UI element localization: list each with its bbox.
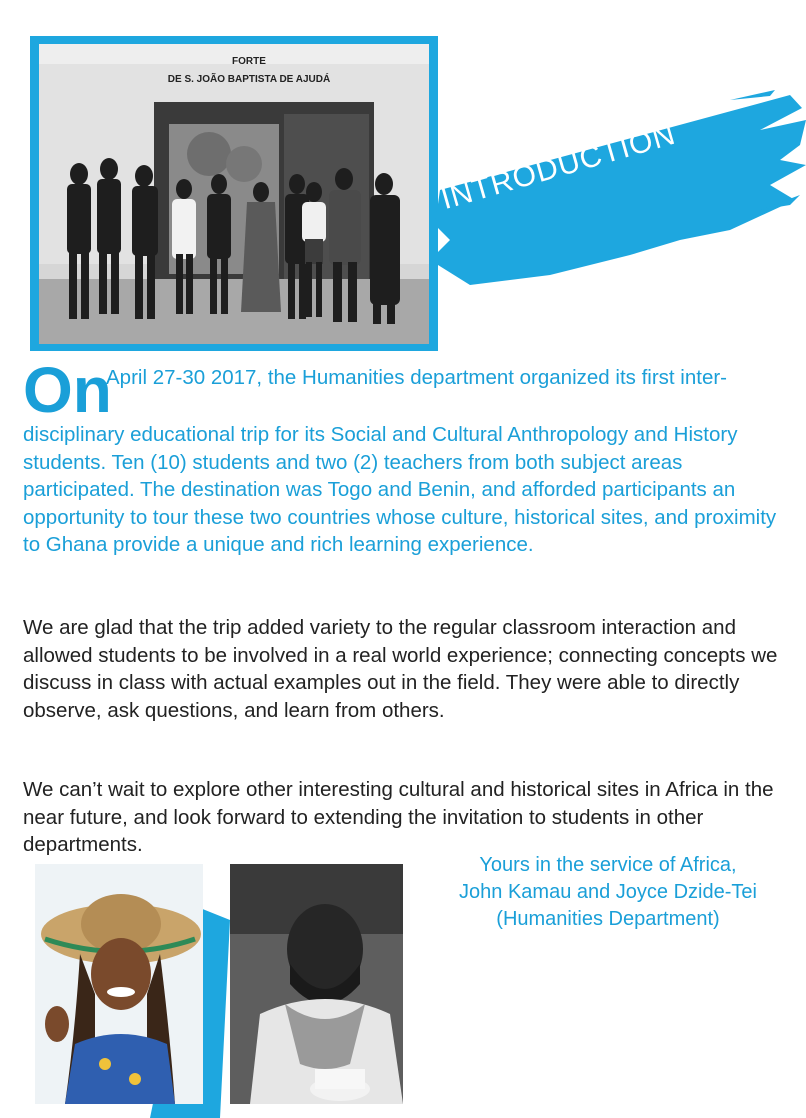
intro-paragraph-3: We can’t wait to explore other interesting cultural and historical sites in Africa in the near future, and look forward to extending the invitation to students in other departments. bbox=[23, 778, 774, 856]
group-photo bbox=[39, 44, 429, 344]
signature-block bbox=[428, 852, 788, 933]
portrait-man bbox=[230, 864, 403, 1104]
sign-line-1: FORTE bbox=[232, 56, 266, 67]
sign-line-2: DE S. JOÃO BAPTISTA DE AJUDÁ bbox=[167, 74, 331, 85]
portrait-woman bbox=[35, 864, 203, 1104]
intro-paragraph-2: We are glad that the trip added variety to the regular classroom interaction and allowed students to be involved in a real world experience; connecting concepts we discuss in class with actual examples out in the field. They were able to directly observe, ask questions, and learn from others. bbox=[23, 616, 778, 722]
portrait-woman-illustration bbox=[35, 864, 203, 1104]
intro-first-line: April 27-30 2017, the Humanities department organized its first inter- bbox=[106, 366, 728, 389]
intro-paragraph-1: disciplinary educational trip for its Social and Cultural Anthropology and History students. Ten (10) students and two (2) teachers from both subject areas participated. The destination was Togo and Benin, and afforded participants an opportunity to tour these two countries whose culture, historical sites, and proximity to Ghana provide a unique and rich learning experience. bbox=[23, 423, 777, 556]
signature-line-3: (Humanities Department) bbox=[496, 908, 720, 930]
signature-line-1: Yours in the service of Africa, bbox=[479, 854, 737, 876]
banner-title: INTRODUCTION bbox=[437, 117, 680, 217]
signature-line-2: John Kamau and Joyce Dzide-Tei bbox=[459, 881, 757, 903]
drop-cap: On bbox=[23, 354, 112, 426]
group-photo-illustration bbox=[39, 44, 429, 344]
portrait-man-illustration bbox=[230, 864, 403, 1104]
